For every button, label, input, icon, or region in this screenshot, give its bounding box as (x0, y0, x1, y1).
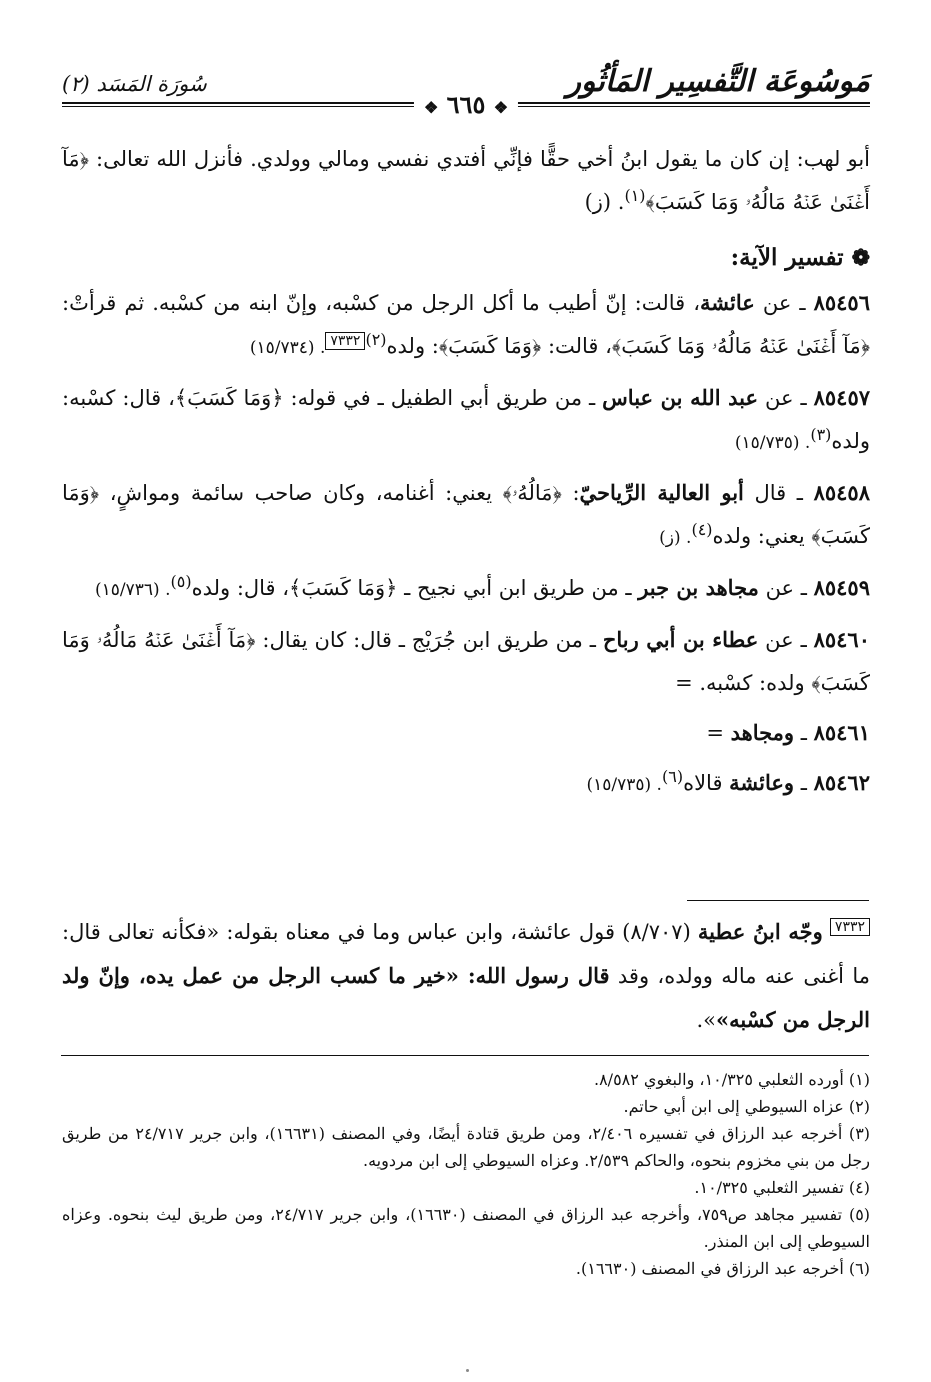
entry-85462 (62, 761, 870, 807)
entry-number: ٨٥٤٦٢ (813, 770, 870, 795)
narrator-name: مجاهد بن جبر (638, 575, 759, 600)
source-cite: . (١٥/٧٣٥) (734, 433, 811, 453)
note-hadith: قال رسول الله: «خير ما كسب الرجل من عمل يده، وإنّ ولد الرجل من كسْبه» (62, 963, 870, 1032)
footnote: (٢) عزاه السيوطي إلى ابن أبي حاتم. (623, 1097, 870, 1116)
entry-85461 (62, 711, 870, 755)
footnote: (٥) تفسير مجاهد ص٧٥٩، وأخرجه عبد الرزاق في المصنف (١٦٦٣٠)، وابن جرير ٢٤/٧١٧، ومن طريق ليث بنحوه. وعزاه السيوطي إلى ابن المنذر. (62, 1205, 871, 1251)
intro-line: أبو لهب: إن كان ما يقول ابنُ أخي حقًّا فإنِّي أفتدي نفسي ومالي وولدي. فأنزل الله (156, 147, 870, 171)
page-number-box (414, 90, 518, 119)
footnote-ref: (٦) (661, 767, 684, 786)
intro-line: تعالى: ﴿مَآ أَغۡنَىٰ عَنۡهُ مَالُهُۥ وَمَا كَسَبَ﴾ (62, 147, 870, 214)
narrator-name: عائشة (700, 290, 755, 315)
note-end: ». (696, 1008, 716, 1032)
entry-connector: ـ عن (754, 291, 814, 315)
narrator-name: أبو العالية الرِّياحيّ (579, 480, 744, 505)
entry-85458 (62, 471, 870, 560)
narrator-name: ومجاهد (730, 720, 795, 745)
footnote-ref: (٣) (810, 425, 832, 444)
footnote: (٦) أخرجه عبد الرزاق في المصنف (١٦٦٣٠). (575, 1259, 870, 1278)
entry-number: ٨٥٤٦١ (813, 720, 870, 745)
narrator-name: وعائشة (729, 770, 795, 795)
note-ref-box: ٧٣٣٢ (325, 332, 365, 350)
main-text (62, 138, 870, 807)
entry-text: ، قالت: إنّ أطيب ما أكل الرجل من كسْبه، وإنّ ابنه من كسْبه. ثم قرأتْ: ﴿مَآ أَغۡنَىٰ عَنۡهُ مَالُهُۥ وَمَا كَسَبَ﴾، قالت: ﴿وَمَا كَسَبَ﴾: ولده (62, 291, 870, 358)
entry-text: ـ من طريق ابن أبي نجيح ـ ﴿وَمَا كَسَبَ﴾، قال: ولده (191, 576, 639, 600)
narrator-name: عطاء بن أبي رباح (602, 627, 759, 652)
entry-connector: ـ قال (743, 481, 814, 505)
section-title: تفسير الآية: (730, 244, 844, 271)
flower-icon: ❁ (851, 245, 870, 271)
entry-number: ٨٥٤٦٠ (813, 627, 870, 652)
note-author: وجّه ابنُ عطية (697, 919, 823, 944)
intro-paragraph (62, 138, 870, 224)
page-header (62, 62, 870, 122)
entry-number: ٨٥٤٥٦ (813, 290, 870, 315)
footnote-ref: (٤) (691, 520, 713, 539)
entry-connector: ـ عن (758, 386, 814, 410)
book-title: مَوسُوعَة التَّفسِير المَأثُور (566, 64, 870, 99)
source-cite: . (ز) (659, 528, 692, 548)
section-heading (62, 241, 870, 275)
footnote-ref: (١) (624, 186, 646, 205)
entry-text: : ﴿مَالُهُۥ﴾ يعني: أغنامه، وكان صاحب سائمة ومواشٍ، ﴿وَمَا كَسَبَ﴾ يعني: ولده (62, 481, 870, 548)
page-number: ٦٦٥ (446, 90, 486, 119)
entry-text: ـ من طريق ابن جُرَيْج ـ قال: كان يقال: ﴿مَآ أَغۡنَىٰ عَنۡهُ مَالُهُۥ وَمَا كَسَبَ﴾ ولده: كسْبه. = (62, 628, 870, 695)
commentary-note (62, 910, 870, 1042)
entry-number: ٨٥٤٥٧ (813, 385, 871, 410)
note-source-ref: (٨/٧٠٧) (622, 920, 691, 944)
entry-text: قالاه (683, 771, 730, 795)
footnote-separator (61, 1055, 869, 1056)
entry-number: ٨٥٤٥٨ (813, 480, 870, 505)
entry-text: = (706, 721, 731, 745)
entry-connector: ـ (794, 721, 814, 745)
footnote: (١) أورده الثعلبي ١٠/٣٢٥، والبغوي ٨/٥٨٢. (593, 1070, 870, 1089)
surah-title: سُورَة المَسَد (٢) (62, 72, 207, 96)
entry-number: ٨٥٤٥٩ (813, 575, 870, 600)
source-cite: . (١٥/٧٣٤) (249, 338, 326, 358)
page-dot (466, 1369, 469, 1372)
narrator-name: عبد الله بن عباس (602, 385, 759, 410)
footnote: (٣) أخرجه عبد الرزاق في تفسيره ٢/٤٠٦، ومن طريق قتادة أيضًا، وفي المصنف (١٦٦٣١)، وابن جرير ٢٤/٧١٧ من طريق رجل من بني مخزوم بنحوه، والحاكم ٢/٥٣٩. وعزاه السيوطي إلى ابن مردويه. (62, 1124, 871, 1170)
footnote-ref: (٥) (170, 572, 192, 591)
ornament-icon: ❖ (493, 98, 509, 117)
entry-connector: ـ عن (758, 576, 814, 600)
entry-connector: ـ عن (758, 628, 814, 652)
intro-end: . (ز) (584, 190, 625, 214)
note-separator (687, 900, 869, 901)
note-text: قول عائشة، وابن عباس وما في معناه بقوله: «فكأنه تعالى قال: ما أغنى عنه ماله وولده، وقد (62, 920, 870, 988)
ornament-icon: ❖ (423, 98, 439, 117)
source-cite: . (١٥/٧٣٦) (95, 580, 171, 600)
entry-connector: ـ (794, 771, 814, 795)
source-cite: . (١٥/٧٣٥) (586, 775, 662, 795)
entry-85456 (62, 281, 870, 370)
note-number-box: ٧٣٣٢ (830, 918, 870, 936)
entry-85459 (62, 566, 870, 612)
footnote-ref: (٢) (365, 330, 387, 349)
footnote: (٤) تفسير الثعلبي ١٠/٣٢٥. (694, 1178, 870, 1197)
entry-85457 (62, 376, 870, 465)
entry-85460 (62, 618, 870, 705)
footnotes (62, 1066, 870, 1282)
entry-text: ـ من طريق أبي الطفيل ـ في قوله: ﴿وَمَا كَسَبَ﴾، قال: كسْبه: ولده (62, 386, 870, 453)
